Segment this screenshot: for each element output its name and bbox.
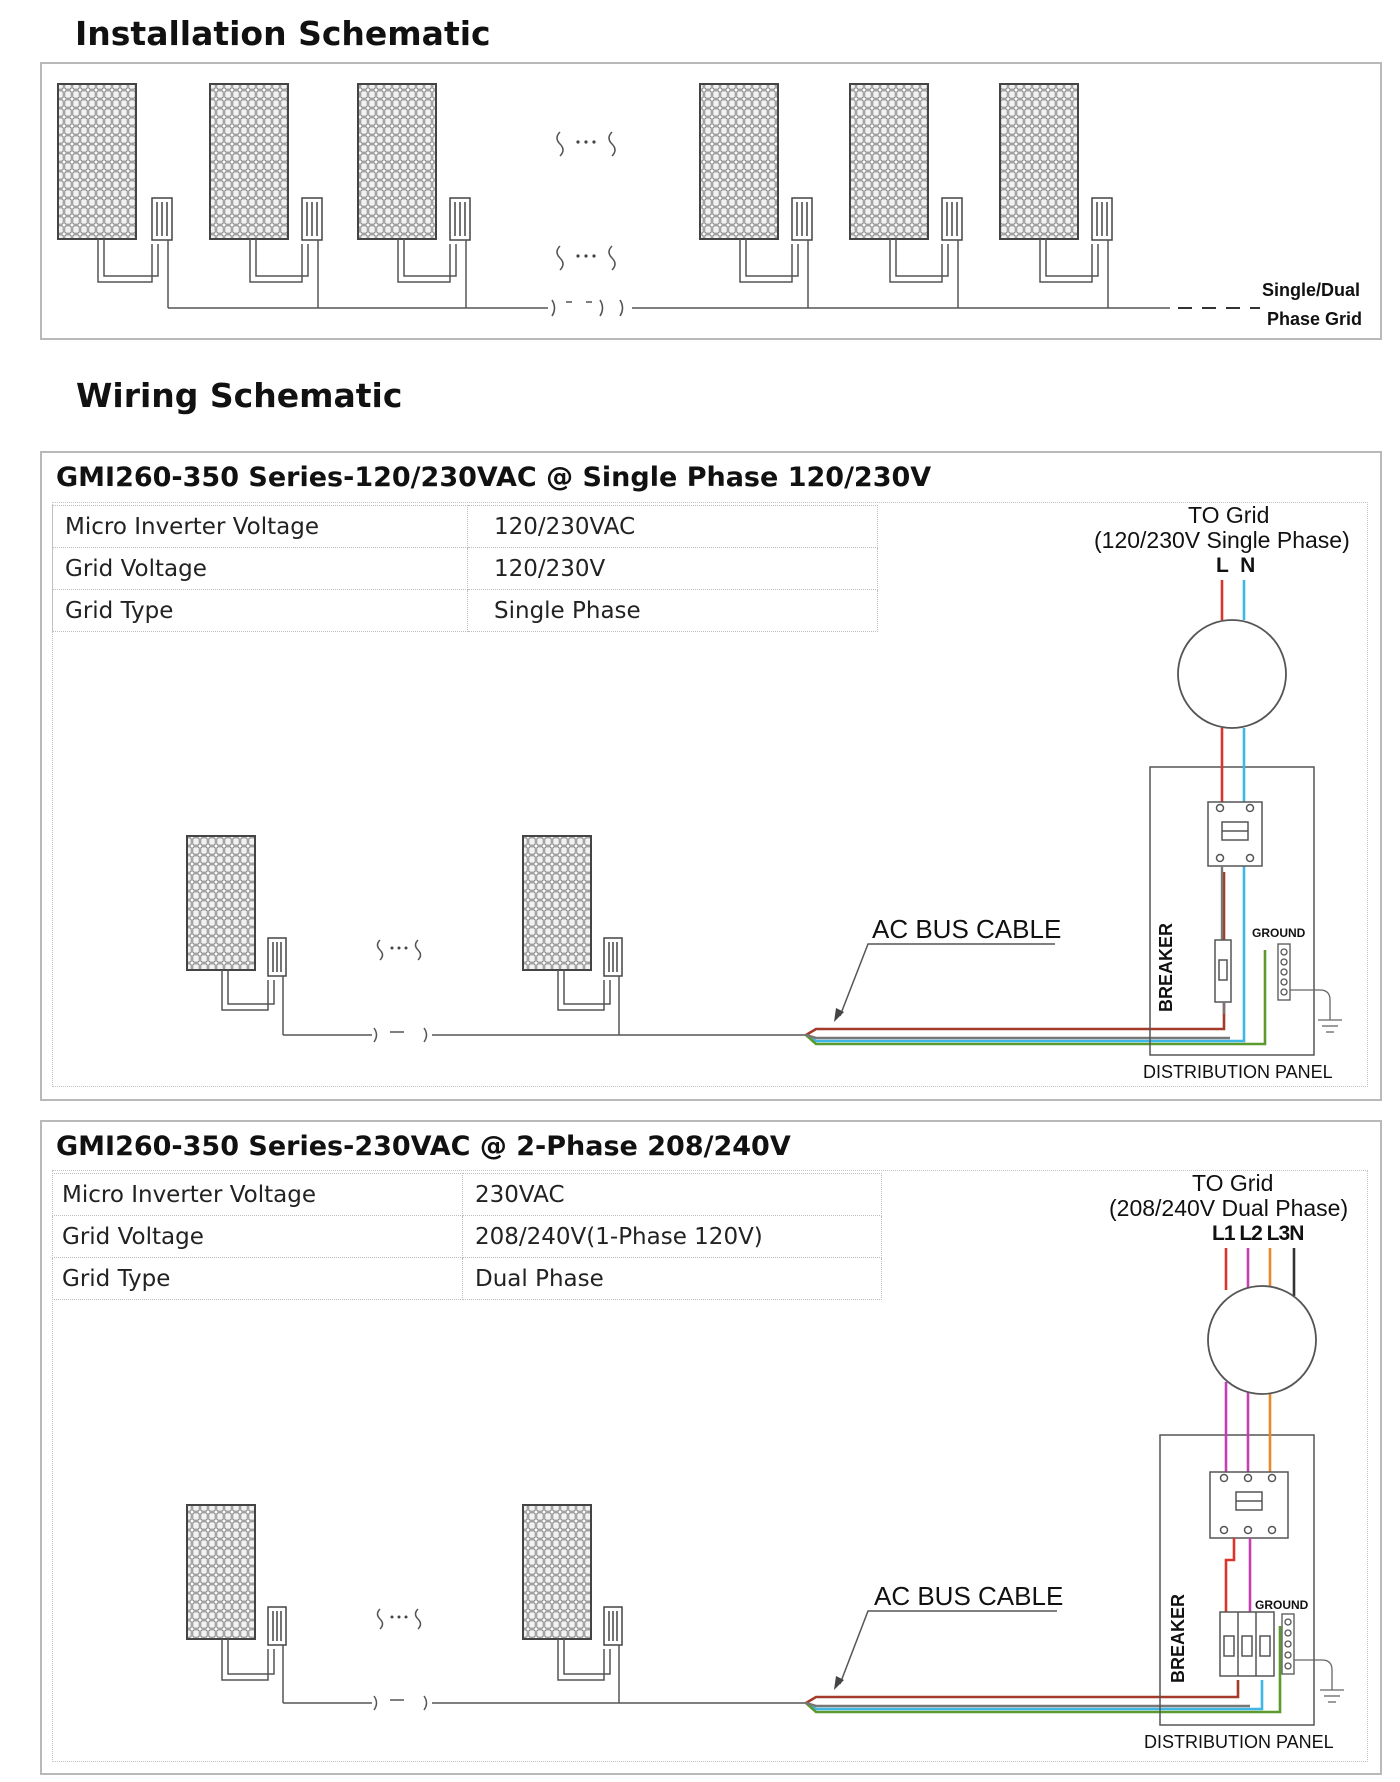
dual-phase-title: GMI260-350 Series-230VAC @ 2-Phase 208/240V	[56, 1131, 791, 1162]
phase-labels: L1 L2 L3N	[1212, 1222, 1304, 1245]
breaker-label: BREAKER	[1156, 922, 1176, 1012]
wiring-title: Wiring Schematic	[76, 376, 403, 415]
grid-spec-label: (120/230V Single Phase)	[1094, 527, 1350, 553]
earth-symbol	[1294, 1660, 1344, 1702]
single-phase-title: GMI260-350 Series-120/230VAC @ Single Phase 120/230V	[56, 462, 932, 493]
to-grid-label: TO Grid	[1188, 502, 1270, 528]
spec-label: Micro Inverter Voltage	[53, 506, 468, 548]
spec-value: 120/230VAC	[468, 506, 878, 548]
solar-panel-b	[523, 1505, 591, 1639]
spec-label: Grid Type	[53, 590, 468, 632]
breaker-label: BREAKER	[1168, 1593, 1188, 1683]
ground-label: GROUND	[1252, 926, 1306, 940]
main-switch	[1210, 1472, 1288, 1538]
phase-labels: L N	[1216, 554, 1256, 577]
spec-label: Grid Voltage	[53, 548, 468, 590]
spec-value: Dual Phase	[463, 1258, 882, 1300]
grid-spec-label: (208/240V Dual Phase)	[1109, 1195, 1349, 1221]
ac-bus-cable-label: AC BUS CABLE	[872, 914, 1062, 944]
meter-circle	[1208, 1286, 1316, 1394]
solar-panel-a	[187, 1505, 255, 1639]
ground-bar	[1282, 1614, 1294, 1674]
distribution-panel-label: DISTRIBUTION PANEL	[1144, 1732, 1334, 1752]
spec-value: 230VAC	[463, 1174, 882, 1216]
ground-label: GROUND	[1255, 1598, 1309, 1612]
micro-inverter-a	[268, 1607, 286, 1645]
spec-value: 120/230V	[468, 548, 878, 590]
spec-label: Grid Type	[53, 1258, 463, 1300]
spec-label: Micro Inverter Voltage	[53, 1174, 463, 1216]
spec-value: 208/240V(1-Phase 120V)	[463, 1216, 882, 1258]
installation-title: Installation Schematic	[75, 14, 491, 53]
spec-value: Single Phase	[468, 590, 878, 632]
grid-label-line1: Single/Dual	[1262, 280, 1361, 300]
breaker-unit	[1220, 1612, 1274, 1676]
grid-label-line2: Phase Grid	[1267, 309, 1363, 329]
spec-label: Grid Voltage	[53, 1216, 463, 1258]
to-grid-label: TO Grid	[1192, 1170, 1274, 1196]
distribution-panel-label: DISTRIBUTION PANEL	[1143, 1062, 1333, 1082]
ac-bus-cable-label: AC BUS CABLE	[874, 1581, 1064, 1611]
micro-inverter-b	[604, 1607, 622, 1645]
